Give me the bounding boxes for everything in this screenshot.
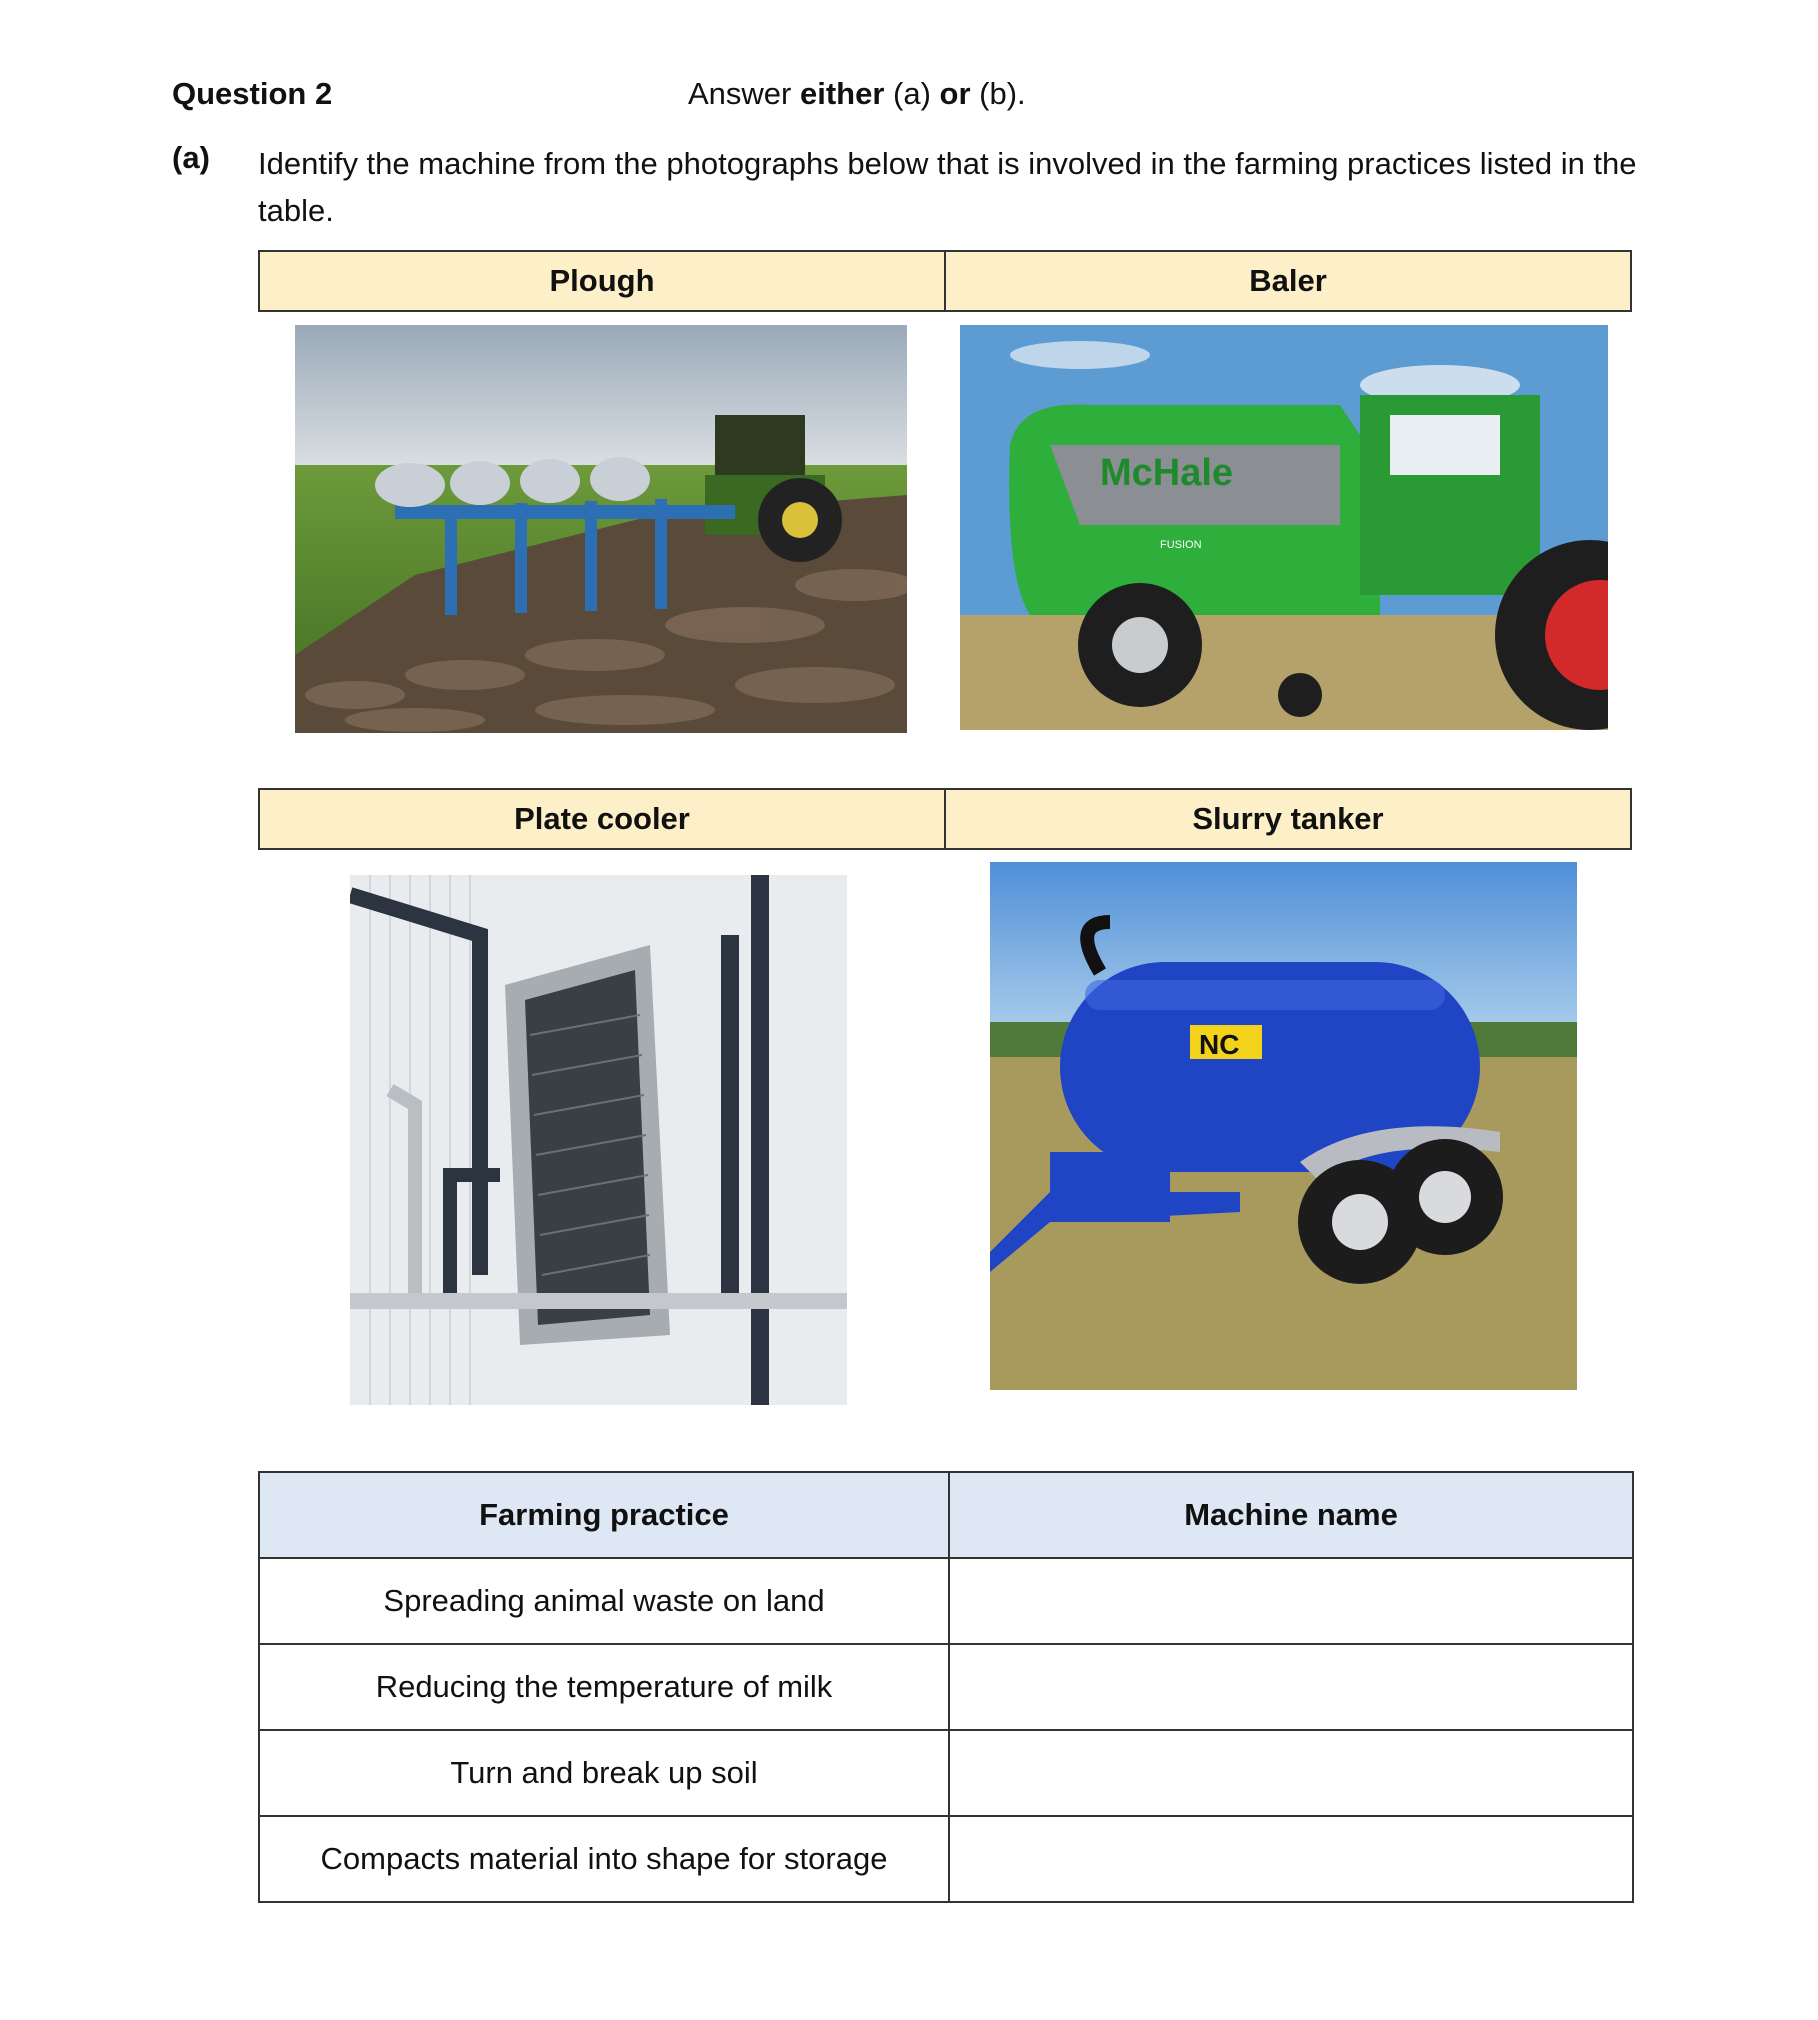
header-slurry-tanker: Slurry tanker (944, 790, 1630, 848)
plate-cooler-photo (350, 875, 847, 1405)
practice-cell: Reducing the temperature of milk (259, 1644, 949, 1730)
baler-photo (960, 325, 1608, 730)
plough-photo (295, 325, 907, 733)
machine-name-answer-cell[interactable] (949, 1558, 1633, 1644)
answer-instruction: Answer either (a) or (b). (688, 76, 1026, 111)
machine-header-row-1 (258, 250, 1632, 312)
machine-header-row-2 (258, 788, 1632, 850)
header-plate-cooler: Plate cooler (514, 801, 690, 836)
machine-name-answer-cell[interactable] (949, 1730, 1633, 1816)
header-machine-name: Machine name (949, 1472, 1633, 1558)
practice-cell: Turn and break up soil (259, 1730, 949, 1816)
answer-table (258, 1471, 1634, 1903)
table-row (259, 1644, 1633, 1730)
machine-name-answer-cell[interactable] (949, 1816, 1633, 1902)
tanker-brand-text: NC (1199, 1029, 1240, 1060)
part-label: (a) (172, 140, 210, 175)
slurry-tanker-photo (990, 862, 1577, 1390)
table-row (259, 1558, 1633, 1644)
practice-cell: Compacts material into shape for storage (259, 1816, 949, 1902)
practice-cell: Spreading animal waste on land (259, 1558, 949, 1644)
question-text: Identify the machine from the photographs below that is involved in the farming practices listed in the table. (258, 146, 1637, 228)
machine-name-answer-cell[interactable] (949, 1644, 1633, 1730)
baler-model-text: FUSION (1160, 539, 1202, 551)
table-row (259, 1730, 1633, 1816)
header-farming-practice: Farming practice (259, 1472, 949, 1558)
baler-brand-text: McHale (1100, 452, 1234, 494)
header-plough: Plough (549, 263, 655, 298)
answer-table-header (259, 1472, 1633, 1558)
table-row (259, 1816, 1633, 1902)
header-baler: Baler (944, 252, 1630, 310)
question-title: Question 2 (172, 76, 333, 111)
